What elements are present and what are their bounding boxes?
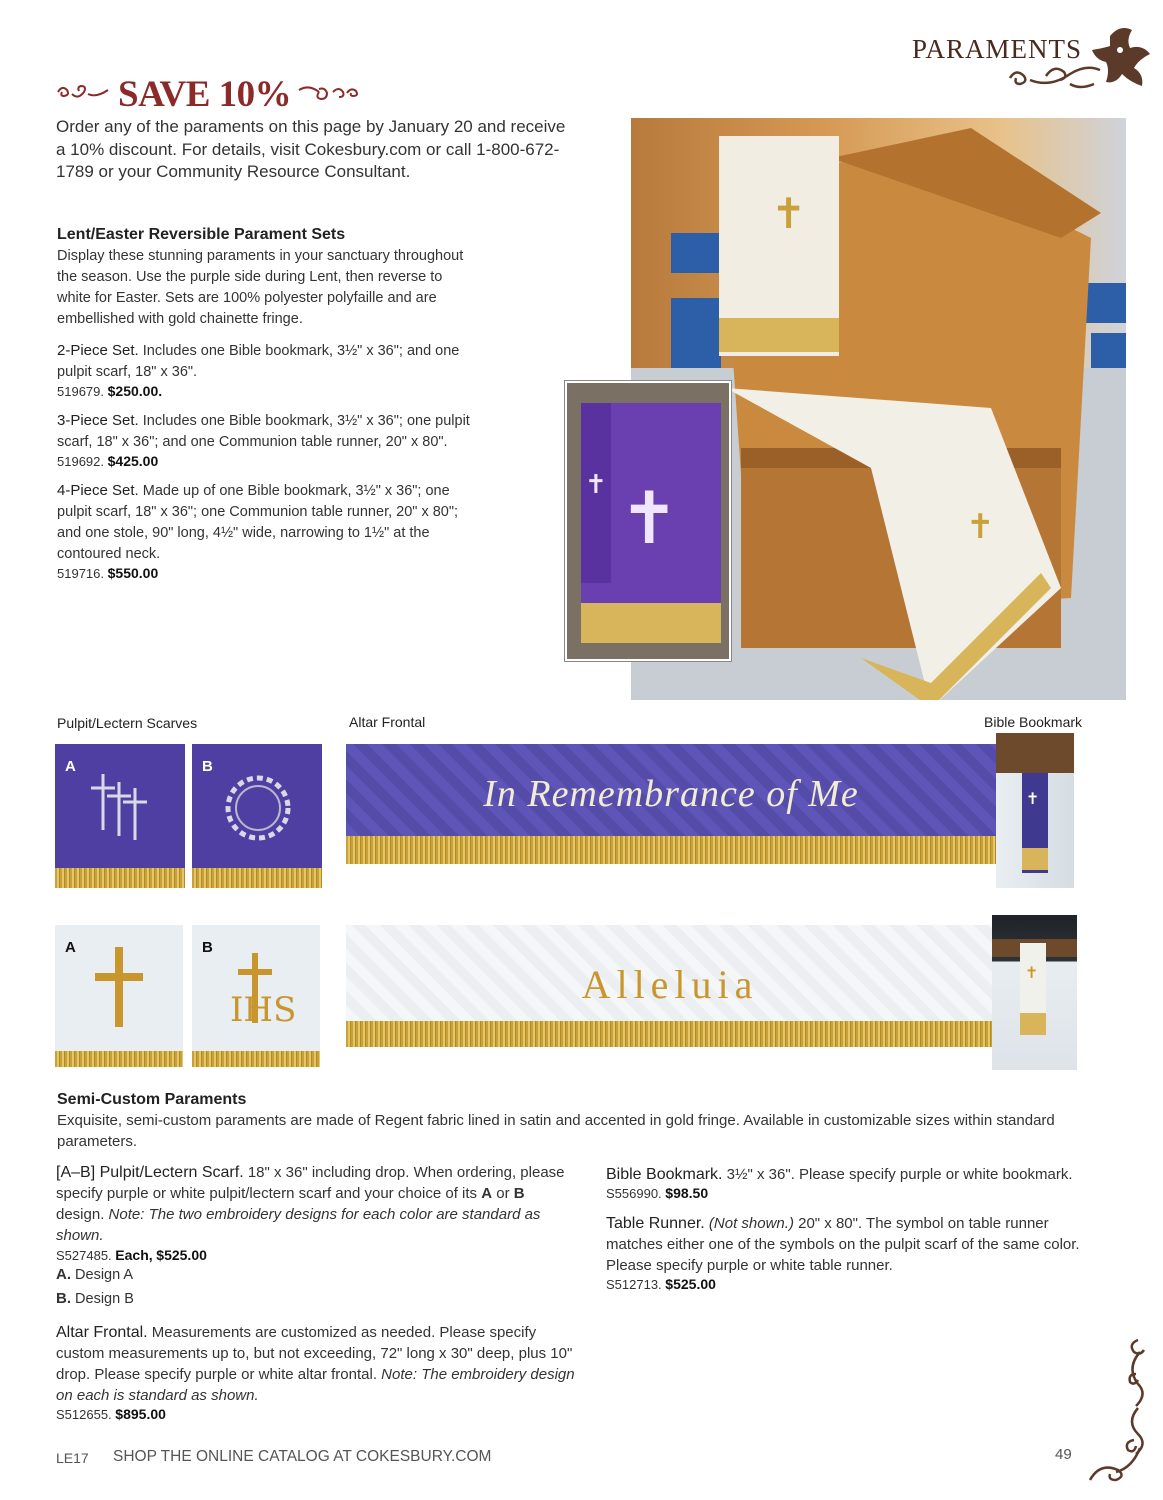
purple-bookmark-photo bbox=[996, 733, 1074, 888]
svg-text:✝: ✝ bbox=[585, 470, 607, 500]
runner-not-shown: (Not shown.) bbox=[708, 1215, 794, 1232]
set-desc: Made up of one Bible bookmark, 3½" x 36"; one pulpit scarf, 18" x 36"; one Communion table runner, 20" x 80"; and one stole, 90" long, 4½" wide, narrowing to 1½" at the contoured neck. bbox=[57, 483, 459, 562]
set-item bbox=[57, 410, 477, 469]
purple-scarf-a-photo bbox=[55, 744, 185, 888]
scarf-note: Note: The two embroidery designs for each color are standard as shown. bbox=[56, 1206, 541, 1244]
set-price: $425.00 bbox=[107, 453, 159, 469]
scarf-sku: S527485. bbox=[56, 1248, 112, 1263]
three-crosses-icon bbox=[55, 744, 185, 888]
frontal-item bbox=[56, 1322, 576, 1406]
svg-text:✝: ✝ bbox=[966, 507, 995, 547]
set-name: 3-Piece Set. bbox=[57, 412, 139, 429]
section-title: PARAMENTS bbox=[912, 34, 1083, 64]
white-altar-frontal-photo bbox=[346, 925, 994, 1047]
set-desc: Includes one Bible bookmark, 3½" x 36"; one pulpit scarf, 18" x 36"; and one Communion table runner, 20" x 80". bbox=[57, 413, 470, 450]
set-name: 4-Piece Set. bbox=[57, 482, 139, 499]
set-desc: Includes one Bible bookmark, 3½" x 36"; and one pulpit scarf, 18" x 36". bbox=[57, 343, 460, 380]
label-altar-frontal: Altar Frontal bbox=[349, 714, 426, 730]
ihs-symbol-icon bbox=[192, 925, 320, 1067]
promo-text: Order any of the paraments on this page by January 20 and receive a 10% discount. For details, visit Cokesbury.com or call 1-800-672-1789 or your Community Resource Consultant. bbox=[56, 117, 566, 181]
option-b-letter: B. bbox=[56, 1290, 71, 1307]
bookmark-item bbox=[606, 1164, 1106, 1185]
runner-price: $525.00 bbox=[665, 1276, 716, 1292]
right-swirl-icon bbox=[297, 82, 361, 107]
semi-custom-title: Semi-Custom Paraments bbox=[57, 1091, 247, 1108]
set-price: $250.00. bbox=[107, 383, 163, 399]
promo-badge bbox=[54, 72, 361, 116]
svg-text:✝: ✝ bbox=[619, 476, 680, 560]
save-badge-text: SAVE 10% bbox=[118, 73, 292, 115]
frontal-note: Note: The embroidery design on each is standard as shown. bbox=[56, 1366, 575, 1404]
set-item bbox=[57, 340, 477, 399]
gold-cross-icon bbox=[55, 925, 183, 1067]
purple-scarf-b-photo bbox=[192, 744, 322, 888]
design-letter-b: B bbox=[202, 939, 213, 956]
scarf-name: [A–B] Pulpit/Lectern Scarf. bbox=[56, 1164, 244, 1181]
lily-ornament-icon bbox=[1000, 16, 1160, 96]
corner-scroll-ornament-icon bbox=[1080, 1330, 1160, 1490]
frontal-text-purple: In Remembrance of Me bbox=[483, 773, 859, 815]
crown-of-thorns-icon bbox=[192, 744, 322, 888]
scarf-option-b bbox=[56, 1288, 576, 1310]
scarf-option-a bbox=[56, 1264, 576, 1286]
footer-code: LE17 bbox=[56, 1450, 89, 1466]
set-sku: 519716. bbox=[57, 566, 104, 581]
svg-text:✝: ✝ bbox=[771, 189, 807, 238]
scarf-item bbox=[56, 1162, 576, 1246]
left-swirl-icon bbox=[54, 82, 112, 107]
scarf-or-text: or bbox=[496, 1185, 510, 1202]
lent-sets-title: Lent/Easter Reversible Parament Sets bbox=[57, 226, 346, 243]
scarf-design-b-letter: B bbox=[513, 1185, 525, 1202]
frontal-desc: Measurements are customized as needed. Please specify custom measurements up to, but not exceeding, 72" long x 30" deep, plus 10" drop. Please specify purple or white altar frontal. bbox=[56, 1324, 573, 1383]
lent-sets-intro: Display these stunning paraments in your sanctuary throughout the season. Use the purple side during Lent, then reverse to white for Easter. Sets are 100% polyester polyfaille and are embellished with gold chainette fringe. bbox=[57, 248, 464, 327]
semi-custom-left-column bbox=[56, 1162, 576, 1422]
scarf-price: $525.00 bbox=[156, 1247, 207, 1263]
frontal-text-white: Alleluia bbox=[581, 962, 759, 1007]
runner-desc: 20" x 80". The symbol on table runner matches either one of the symbols on the pulpit scarf of the same color. Please specify purple or white table runner. bbox=[606, 1215, 1080, 1274]
purple-scarf-inset-photo bbox=[565, 381, 731, 661]
scarf-each: Each, bbox=[115, 1247, 153, 1263]
label-bible-bookmark: Bible Bookmark bbox=[984, 714, 1083, 730]
bookmark-price: $98.50 bbox=[665, 1185, 709, 1201]
lent-easter-section bbox=[57, 226, 477, 581]
page-number: 49 bbox=[1055, 1446, 1072, 1463]
bookmark-name: Bible Bookmark. bbox=[606, 1166, 723, 1183]
semi-custom-header bbox=[57, 1091, 1097, 1152]
runner-sku: S512713. bbox=[606, 1277, 662, 1292]
set-item bbox=[57, 480, 477, 581]
semi-custom-right-column bbox=[606, 1164, 1106, 1292]
frontal-name: Altar Frontal. bbox=[56, 1324, 148, 1341]
white-scarf-a-photo bbox=[55, 925, 183, 1067]
purple-altar-frontal-photo bbox=[346, 744, 996, 864]
label-pulpit-scarves: Pulpit/Lectern Scarves bbox=[57, 715, 198, 731]
set-sku: 519679. bbox=[57, 384, 104, 399]
set-sku: 519692. bbox=[57, 454, 104, 469]
bookmark-desc: 3½" x 36". Please specify purple or white bookmark. bbox=[726, 1166, 1073, 1183]
svg-text:IHS: IHS bbox=[230, 990, 297, 1030]
frontal-price: $895.00 bbox=[115, 1406, 166, 1422]
option-a-label: Design A bbox=[75, 1267, 134, 1283]
bookmark-cross-icon: ✝ bbox=[1025, 965, 1039, 982]
design-letter-b: B bbox=[202, 758, 213, 775]
bookmark-cross-icon: ✝ bbox=[1026, 791, 1040, 808]
set-name: 2-Piece Set. bbox=[57, 342, 139, 359]
set-price: $550.00 bbox=[107, 565, 159, 581]
white-scarf-b-photo bbox=[192, 925, 320, 1067]
scarf-desc-2: design. bbox=[56, 1206, 105, 1223]
semi-custom-intro: Exquisite, semi-custom paraments are made of Regent fabric lined in satin and accented in gold fringe. Available in customizable sizes within standard parameters. bbox=[57, 1112, 1055, 1150]
option-b-label: Design B bbox=[75, 1291, 134, 1307]
footer-shop-link[interactable]: SHOP THE ONLINE CATALOG AT COKESBURY.COM bbox=[113, 1448, 492, 1465]
scarf-design-a-letter: A bbox=[481, 1185, 493, 1202]
option-a-letter: A. bbox=[56, 1266, 71, 1283]
runner-name: Table Runner. bbox=[606, 1215, 705, 1232]
bookmark-sku: S556990. bbox=[606, 1186, 662, 1201]
runner-item bbox=[606, 1213, 1106, 1276]
scarf-desc: 18" x 36" including drop. When ordering, please specify purple or white pulpit/lectern scarf and your choice of its bbox=[56, 1164, 565, 1202]
design-letter-a: A bbox=[65, 939, 76, 956]
white-bookmark-photo bbox=[992, 915, 1077, 1070]
design-letter-a: A bbox=[65, 758, 76, 775]
frontal-sku: S512655. bbox=[56, 1407, 112, 1422]
